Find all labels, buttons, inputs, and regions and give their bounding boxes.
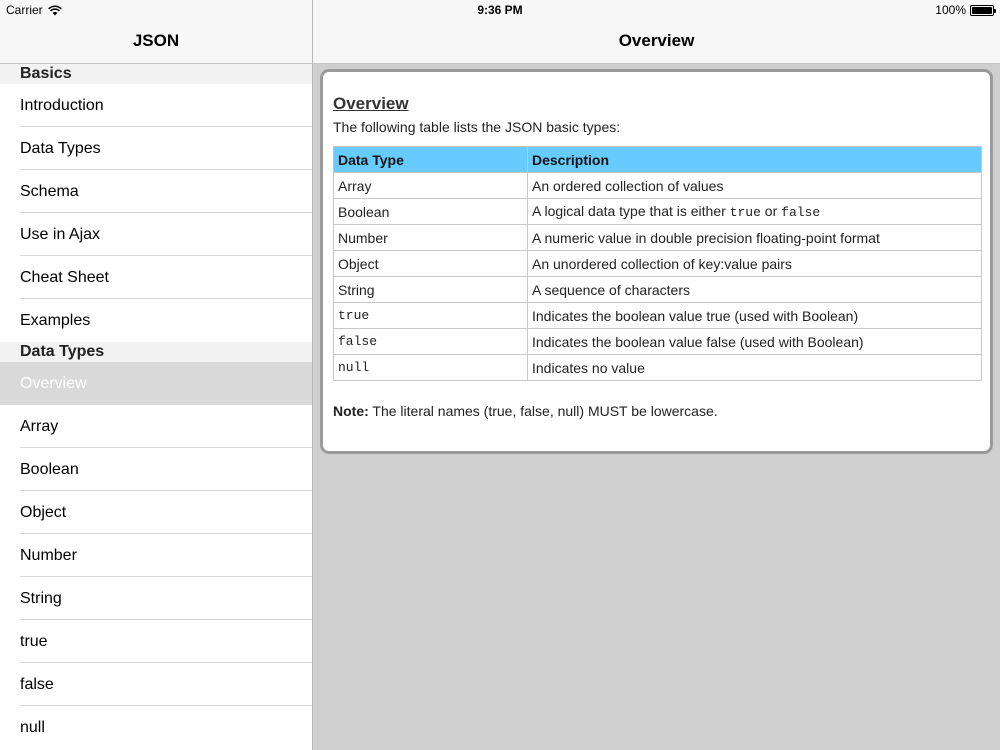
table-cell-type: String — [334, 277, 528, 303]
list-item-number[interactable]: Number — [0, 534, 312, 577]
list-item-false[interactable]: false — [0, 663, 312, 706]
table-cell-type: Array — [334, 173, 528, 199]
table-cell-description: A sequence of characters — [528, 277, 982, 303]
status-bar — [0, 0, 1000, 20]
table-row — [334, 173, 982, 199]
status-right — [935, 3, 994, 17]
table-row — [334, 225, 982, 251]
table-cell-description: A numeric value in double precision floating-point format — [528, 225, 982, 251]
note-text: The literal names (true, false, null) MUST be lowercase. — [368, 403, 718, 419]
description-text: A logical data type that is either — [532, 203, 730, 219]
table-cell-type: false — [334, 329, 528, 355]
list-item-schema[interactable]: Schema — [0, 170, 312, 213]
status-left — [6, 3, 62, 17]
list-item-examples[interactable]: Examples — [0, 299, 312, 342]
content-note — [333, 403, 980, 419]
topic-list[interactable] — [0, 64, 312, 749]
table-cell-type: null — [334, 355, 528, 381]
list-item-array[interactable]: Array — [0, 405, 312, 448]
split-divider — [312, 0, 313, 750]
content-card — [320, 69, 993, 454]
table-row — [334, 355, 982, 381]
list-item-boolean[interactable]: Boolean — [0, 448, 312, 491]
table-row — [334, 329, 982, 355]
section-header-data-types: Data Types — [0, 342, 312, 362]
section-header-basics: Basics — [0, 64, 312, 84]
table-cell-type: true — [334, 303, 528, 329]
list-item-true[interactable]: true — [0, 620, 312, 663]
table-row — [334, 303, 982, 329]
battery-icon — [970, 5, 994, 16]
table-cell-description: Indicates the boolean value true (used with Boolean) — [528, 303, 982, 329]
list-item-overview[interactable]: Overview — [0, 362, 312, 405]
status-time: 9:36 PM — [477, 3, 523, 17]
table-header-description: Description — [528, 147, 982, 173]
table-cell-description: Indicates no value — [528, 355, 982, 381]
list-item-use-in-ajax[interactable]: Use in Ajax — [0, 213, 312, 256]
table-cell-description: An unordered collection of key:value pairs — [528, 251, 982, 277]
content-intro: The following table lists the JSON basic types: — [333, 119, 621, 135]
table-cell-description: An ordered collection of values — [528, 173, 982, 199]
table-cell-description: Indicates the boolean value false (used with Boolean) — [528, 329, 982, 355]
data-types-table — [333, 146, 982, 381]
table-cell-type: Object — [334, 251, 528, 277]
master-title: JSON — [132, 31, 180, 50]
table-cell-description — [528, 199, 982, 225]
list-item-introduction[interactable]: Introduction — [0, 84, 312, 127]
table-row — [334, 251, 982, 277]
carrier-label: Carrier — [6, 3, 43, 17]
list-item-string[interactable]: String — [0, 577, 312, 620]
master-pane — [0, 0, 312, 750]
content-heading: Overview — [333, 94, 409, 113]
table-header-row — [334, 147, 982, 173]
list-item-data-types[interactable]: Data Types — [0, 127, 312, 170]
battery-percentage: 100% — [935, 3, 966, 17]
table-header-data-type: Data Type — [334, 147, 528, 173]
description-text: or — [760, 203, 782, 219]
note-label: Note: — [333, 403, 369, 419]
table-cell-type: Number — [334, 225, 528, 251]
list-item-cheat-sheet[interactable]: Cheat Sheet — [0, 256, 312, 299]
wifi-icon — [48, 5, 62, 16]
list-item-null[interactable]: null — [0, 706, 312, 749]
table-cell-type: Boolean — [334, 199, 528, 225]
table-row — [334, 277, 982, 303]
code-true: true — [729, 205, 761, 220]
detail-title: Overview — [618, 31, 695, 50]
code-false: false — [781, 205, 821, 220]
list-item-object[interactable]: Object — [0, 491, 312, 534]
table-row — [334, 199, 982, 225]
